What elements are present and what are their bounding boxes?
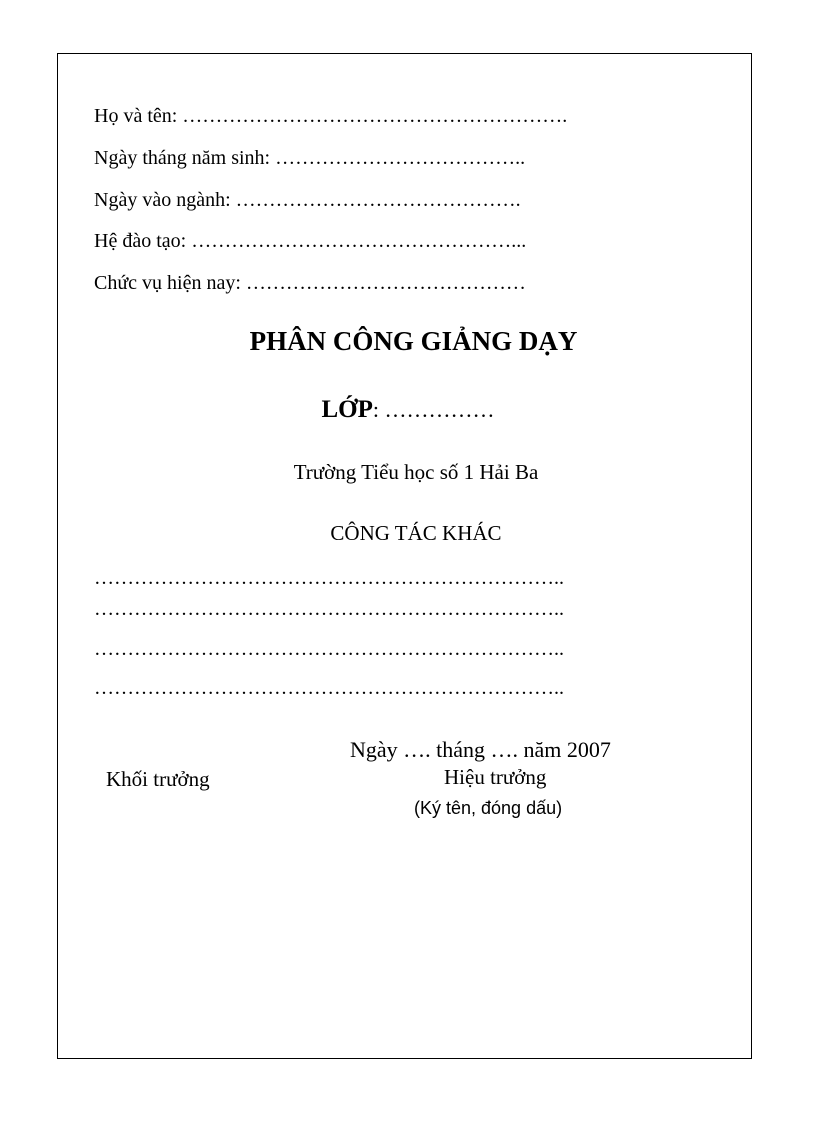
class-label: LỚP xyxy=(321,396,373,423)
other-duties-heading: CÔNG TÁC KHÁC xyxy=(330,521,502,545)
sign-stamp-note: (Ký tên, đóng dấu) xyxy=(414,798,563,818)
full-name-field: Họ và tên: …………………………………………………. xyxy=(94,105,568,127)
class-blank: : …………… xyxy=(372,397,495,422)
other-duty-line: …………………………………………………………….. xyxy=(94,638,564,660)
other-duty-line: …………………………………………………………….. xyxy=(94,567,564,589)
school-name: Trường Tiểu học số 1 Hải Ba xyxy=(293,460,539,484)
start-date-field: Ngày vào ngành: ……………………………………. xyxy=(94,189,521,211)
other-duty-line: …………………………………………………………….. xyxy=(94,598,564,620)
page-title: PHÂN CÔNG GIẢNG DẠY xyxy=(249,326,578,356)
date-of-birth-field: Ngày tháng năm sinh: ……………………………….. xyxy=(94,147,526,169)
signature-date: Ngày …. tháng …. năm 2007 xyxy=(350,737,611,762)
principal-label: Hiệu trưởng xyxy=(444,765,547,789)
current-position-field: Chức vụ hiện nay: …………………………………… xyxy=(94,272,526,294)
grade-head-label: Khối trưởng xyxy=(106,767,210,791)
training-system-field: Hệ đào tạo: …………………………………………... xyxy=(94,230,527,252)
other-duty-line: …………………………………………………………….. xyxy=(94,677,564,699)
class-line xyxy=(0,396,816,424)
